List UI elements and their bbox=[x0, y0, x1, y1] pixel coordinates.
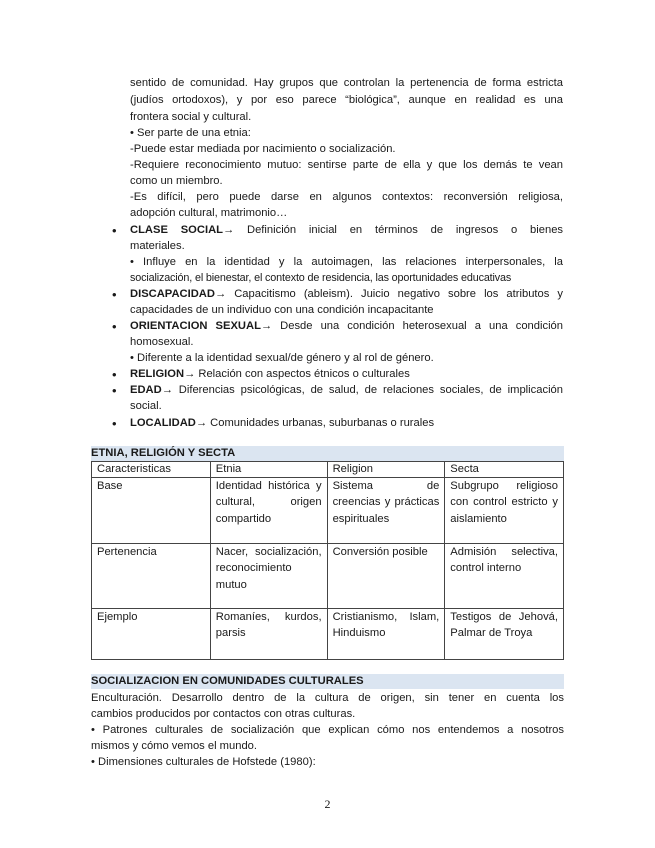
bullet-discapacidad bbox=[130, 287, 563, 302]
term-discapacidad: DISCAPACIDAD bbox=[130, 288, 215, 300]
bullet-text: Desde una condición heterosexual a una condición bbox=[272, 320, 564, 332]
text-line: como un miembro. bbox=[130, 175, 223, 187]
column-header: Religion bbox=[327, 462, 445, 478]
bullet-text: Capacitismo (ableism). Juicio negativo sobre los atributos y bbox=[226, 288, 563, 300]
table-cell: Nacer, socialización, reconocimiento mutuo bbox=[210, 544, 327, 609]
section-heading-socializacion: SOCIALIZACION EN COMUNIDADES CULTURALES bbox=[91, 674, 564, 689]
text-line: cambios producidos por contactos con otras culturas. bbox=[91, 708, 356, 720]
text-line: • Influye en la identidad y la autoimagen, las relaciones interpersonales, la bbox=[130, 256, 563, 268]
table-row bbox=[92, 478, 564, 544]
arrow-icon: → bbox=[161, 384, 173, 396]
text-line: socialización, el bienestar, el contexto de residencia, las oportunidades educativas bbox=[130, 272, 512, 284]
text-line: social. bbox=[130, 400, 162, 412]
bullet-text: Comunidades urbanas, suburbanas o rurales bbox=[207, 417, 435, 429]
bullet-edad bbox=[130, 383, 563, 398]
bullet-icon: • bbox=[112, 416, 117, 431]
table-cell: Pertenencia bbox=[92, 544, 211, 609]
bullet-orientacion-sexual bbox=[130, 319, 563, 334]
table-header-row bbox=[92, 462, 564, 478]
bullet-localidad bbox=[130, 416, 434, 431]
arrow-icon: → bbox=[260, 320, 273, 332]
text-line: frontera social y cultural. bbox=[130, 111, 252, 123]
table-row bbox=[92, 544, 564, 609]
table-cell: Subgrupo religioso con control estricto y aislamiento bbox=[445, 478, 564, 544]
text-line: • Ser parte de una etnia: bbox=[130, 127, 251, 139]
column-header: Caracteristicas bbox=[92, 462, 211, 478]
table-cell: Testigos de Jehová, Palmar de Troya bbox=[445, 609, 564, 660]
bullet-clase-social bbox=[130, 223, 563, 238]
table-cell: Romaníes, kurdos, parsis bbox=[210, 609, 327, 660]
text-line: Enculturación. Desarrollo dentro de la cultura de origen, sin tener en cuenta los bbox=[91, 692, 564, 704]
bullet-text: Relación con aspectos étnicos o culturales bbox=[195, 368, 410, 380]
text-line: -Es difícil, pero puede darse en algunos contextos: reconversión religiosa, bbox=[130, 191, 563, 203]
term-localidad: LOCALIDAD bbox=[130, 417, 196, 429]
text-line: -Requiere reconocimiento mutuo: sentirse parte de ella y que los demás te vean bbox=[130, 159, 563, 171]
text-line: (judíos ortodoxos), y por eso parece “biológica”, aunque en realidad es una bbox=[130, 94, 563, 106]
term-edad: EDAD bbox=[130, 384, 162, 396]
text-line: capacidades de un individuo con una condición incapacitante bbox=[130, 304, 434, 316]
table-cell: Admisión selectiva, control interno bbox=[445, 544, 564, 609]
bullet-text: Diferencias psicológicas, de salud, de relaciones sociales, de implicación bbox=[172, 384, 563, 396]
table-cell: Conversión posible bbox=[327, 544, 445, 609]
bullet-icon: • bbox=[112, 319, 117, 334]
arrow-icon: → bbox=[195, 417, 208, 429]
text-line: • Dimensiones culturales de Hofstede (1980): bbox=[91, 756, 316, 768]
table-cell: Identidad histórica y cultural, origen compartido bbox=[210, 478, 327, 544]
term-orientacion-sexual: ORIENTACION SEXUAL bbox=[130, 320, 261, 332]
page-number: 2 bbox=[324, 797, 331, 811]
arrow-icon: → bbox=[184, 368, 196, 380]
arrow-icon: → bbox=[223, 224, 235, 236]
text-line: mismos y cómo vemos el mundo. bbox=[91, 740, 257, 752]
arrow-icon: → bbox=[214, 288, 227, 300]
comparison-table bbox=[91, 461, 564, 660]
term-religion: RELIGION bbox=[130, 368, 185, 380]
text-line: materiales. bbox=[130, 240, 185, 252]
column-header: Secta bbox=[445, 462, 564, 478]
term-clase-social: CLASE SOCIAL bbox=[130, 224, 223, 236]
bullet-icon: • bbox=[112, 223, 117, 238]
column-header: Etnia bbox=[210, 462, 327, 478]
table-cell: Base bbox=[92, 478, 211, 544]
text-line: -Puede estar mediada por nacimiento o socialización. bbox=[130, 143, 396, 155]
text-line: sentido de comunidad. Hay grupos que controlan la pertenencia de forma estricta bbox=[130, 77, 563, 89]
table-cell: Ejemplo bbox=[92, 609, 211, 660]
bullet-text: Definición inicial en términos de ingresos o bienes bbox=[234, 224, 564, 236]
table-cell: Cristianismo, Islam, Hinduismo bbox=[327, 609, 445, 660]
text-line: adopción cultural, matrimonio… bbox=[130, 207, 288, 219]
text-line: • Patrones culturales de socialización que explican cómo nos entendemos a nosotros bbox=[91, 724, 564, 736]
bullet-icon: • bbox=[112, 287, 117, 302]
section-heading-etnia: ETNIA, RELIGIÓN Y SECTA bbox=[91, 446, 564, 461]
text-line: • Diferente a la identidad sexual/de género y al rol de género. bbox=[130, 352, 434, 364]
text-line: homosexual. bbox=[130, 336, 194, 348]
bullet-religion bbox=[130, 367, 410, 382]
bullet-icon: • bbox=[112, 383, 117, 398]
table-cell: Sistema de creencias y prácticas espirituales bbox=[327, 478, 445, 544]
bullet-icon: • bbox=[112, 367, 117, 382]
table-row bbox=[92, 609, 564, 660]
